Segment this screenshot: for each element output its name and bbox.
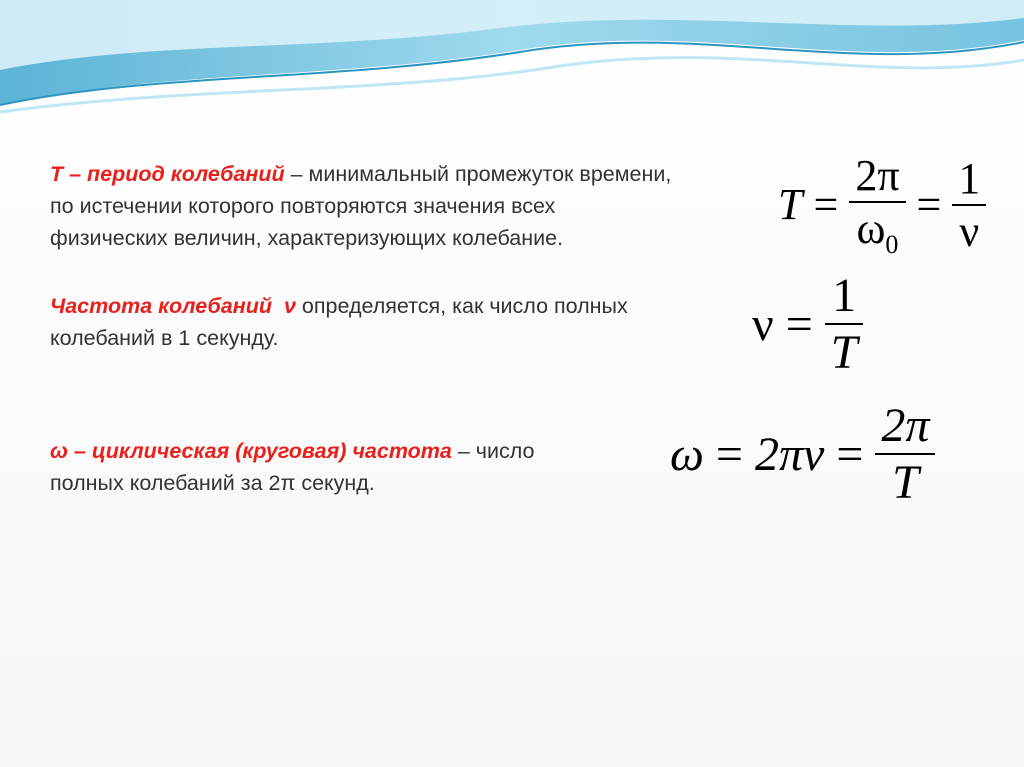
frequency-term: Частота колебаний <box>50 294 273 318</box>
period-definition <box>50 158 790 254</box>
wave-decoration <box>0 0 1024 120</box>
formula3-den: T <box>892 456 919 509</box>
frequency-definition <box>50 290 770 354</box>
frequency-formula <box>752 268 863 380</box>
formula2-num: 1 <box>832 269 857 322</box>
formula3-eq: = <box>715 427 743 481</box>
formula1-den1: ω <box>856 204 886 253</box>
formula1-eq: = <box>813 180 839 230</box>
formula2-lhs: ν <box>752 297 774 351</box>
cyclic-frequency-term: ω – циклическая (круговая) частота <box>50 439 452 463</box>
formula2-eq: = <box>785 297 813 351</box>
period-text-line2: по истечении которого повторяются значения всех <box>50 194 556 218</box>
formula2-frac <box>825 268 864 380</box>
formula3-frac <box>875 398 935 510</box>
formula1-den1-wrap <box>850 203 904 260</box>
frequency-text-line1: определяется, как число полных <box>295 294 628 318</box>
period-formula <box>778 150 986 260</box>
cyclic-frequency-formula <box>670 398 935 510</box>
formula3-lhs: ω <box>670 427 704 481</box>
formula1-lhs: T <box>778 180 803 230</box>
period-text-line3: физических величин, характеризующих колебание. <box>50 226 564 250</box>
formula3-eq2: = <box>836 427 864 481</box>
formula1-num2: 1 <box>958 153 981 203</box>
formula1-den1-sub: 0 <box>885 229 899 259</box>
period-text-line1: – минимальный промежуток времени, <box>284 162 672 186</box>
formula2-den: T <box>830 326 858 379</box>
cyclic-frequency-definition <box>50 435 650 499</box>
frequency-symbol: ν <box>283 294 296 318</box>
formula1-num1: 2π <box>855 151 900 200</box>
formula3-mid: 2πν <box>754 427 825 481</box>
formula1-frac1 <box>849 150 905 260</box>
formula1-frac2 <box>952 153 986 257</box>
formula1-den2: ν <box>959 206 980 256</box>
period-term: Т – период колебаний <box>50 162 285 186</box>
formula1-eq2: = <box>916 180 942 230</box>
formula3-num: 2π <box>881 399 930 452</box>
cyclic-text-line1: – число <box>451 439 535 463</box>
frequency-text-line2: колебаний в 1 секунду. <box>50 326 279 350</box>
cyclic-text-line2: полных колебаний за 2π секунд. <box>50 471 375 495</box>
